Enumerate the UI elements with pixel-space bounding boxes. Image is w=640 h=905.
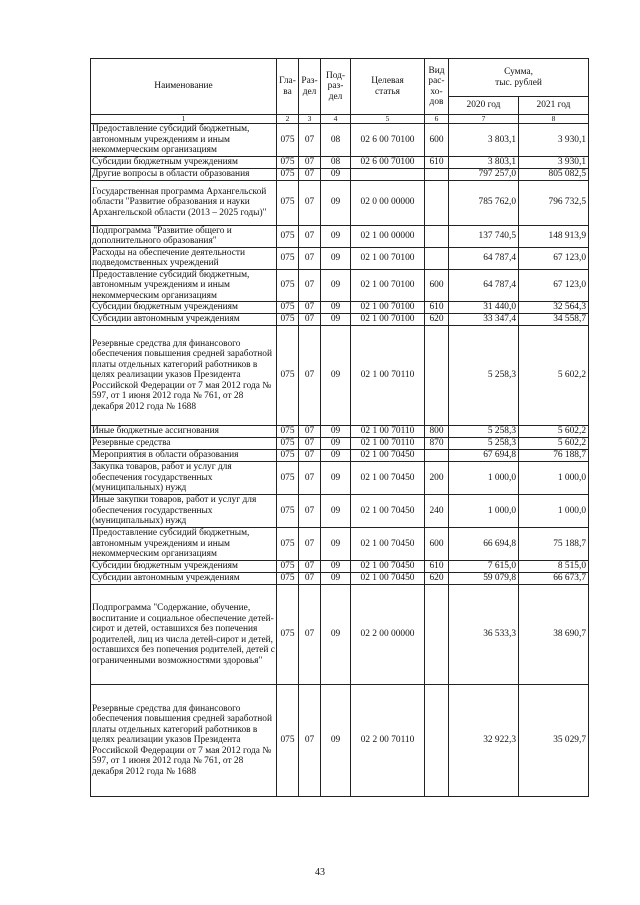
row-name: Резервные средства	[91, 438, 277, 450]
row-glava: 075	[277, 495, 299, 528]
budget-table-page	[90, 58, 588, 797]
table-row	[91, 495, 589, 528]
row-razdel: 07	[299, 247, 321, 269]
row-expense-type: 800	[425, 426, 449, 438]
row-expense-type	[425, 225, 449, 247]
row-sum-2021: 5 602,2	[519, 326, 589, 426]
row-name: Расходы на обеспечение деятельности подведомственных учреждений	[91, 247, 277, 269]
row-glava: 075	[277, 302, 299, 314]
budget-table	[90, 58, 589, 797]
row-sum-2021: 34 558,7	[519, 314, 589, 326]
row-expense-type	[425, 585, 449, 685]
row-target-article: 02 2 00 70110	[351, 685, 425, 797]
row-podrazdel: 09	[321, 225, 351, 247]
row-name: Закупка товаров, работ и услуг для обеспечения государственных (муниципальных) нужд	[91, 462, 277, 495]
header-name: Наименование	[91, 59, 277, 115]
row-target-article: 02 1 00 70100	[351, 247, 425, 269]
row-sum-2020: 36 533,3	[449, 585, 519, 685]
row-podrazdel: 09	[321, 495, 351, 528]
row-razdel: 07	[299, 495, 321, 528]
row-razdel: 07	[299, 561, 321, 573]
row-expense-type: 600	[425, 269, 449, 302]
row-sum-2021: 67 123,0	[519, 247, 589, 269]
row-expense-type: 610	[425, 156, 449, 168]
row-name: Субсидии бюджетным учреждениям	[91, 156, 277, 168]
row-sum-2020: 66 694,8	[449, 528, 519, 561]
row-glava: 075	[277, 124, 299, 157]
row-sum-2020: 5 258,3	[449, 326, 519, 426]
row-target-article: 02 1 00 70100	[351, 314, 425, 326]
page-number: 43	[315, 867, 325, 878]
table-row	[91, 573, 589, 585]
header-podrazdel: Под- раз- дел	[321, 59, 351, 115]
row-sum-2020: 5 258,3	[449, 438, 519, 450]
row-podrazdel: 09	[321, 168, 351, 180]
row-glava: 075	[277, 269, 299, 302]
row-glava: 075	[277, 450, 299, 462]
column-number: 1	[91, 115, 277, 124]
row-name: Субсидии бюджетным учреждениям	[91, 302, 277, 314]
row-expense-type	[425, 168, 449, 180]
table-row	[91, 685, 589, 797]
row-razdel: 07	[299, 269, 321, 302]
row-name: Субсидии бюджетным учреждениям	[91, 561, 277, 573]
row-razdel: 07	[299, 156, 321, 168]
table-row	[91, 450, 589, 462]
row-glava: 075	[277, 685, 299, 797]
row-glava: 075	[277, 168, 299, 180]
row-sum-2020: 67 694,8	[449, 450, 519, 462]
table-row	[91, 314, 589, 326]
row-sum-2020: 64 787,4	[449, 269, 519, 302]
row-expense-type: 240	[425, 495, 449, 528]
row-sum-2020: 33 347,4	[449, 314, 519, 326]
row-name: Иные закупки товаров, работ и услуг для обеспечения государственных (муниципальных) нужд	[91, 495, 277, 528]
column-number: 4	[321, 115, 351, 124]
header-year-2021: 2021 год	[519, 97, 589, 115]
row-name: Предоставление субсидий бюджетным, автономным учреждениям и иным некоммерческим организациям	[91, 124, 277, 157]
table-row	[91, 462, 589, 495]
row-razdel: 07	[299, 168, 321, 180]
row-expense-type	[425, 180, 449, 225]
row-glava: 075	[277, 314, 299, 326]
row-target-article: 02 0 00 00000	[351, 180, 425, 225]
row-sum-2021: 3 930,1	[519, 156, 589, 168]
row-sum-2020: 32 922,3	[449, 685, 519, 797]
row-podrazdel: 09	[321, 180, 351, 225]
row-podrazdel: 08	[321, 156, 351, 168]
row-sum-2020: 64 787,4	[449, 247, 519, 269]
row-target-article: 02 1 00 70110	[351, 426, 425, 438]
row-razdel: 07	[299, 462, 321, 495]
row-target-article: 02 6 00 70100	[351, 156, 425, 168]
row-sum-2020: 797 257,0	[449, 168, 519, 180]
header-sum: Сумма, тыс. рублей	[449, 59, 589, 97]
row-sum-2020: 7 615,0	[449, 561, 519, 573]
table-row	[91, 269, 589, 302]
row-target-article: 02 2 00 00000	[351, 585, 425, 685]
row-name: Субсидии автономным учреждениям	[91, 573, 277, 585]
row-razdel: 07	[299, 302, 321, 314]
row-sum-2020: 31 440,0	[449, 302, 519, 314]
row-sum-2021: 3 930,1	[519, 124, 589, 157]
row-target-article: 02 1 00 70450	[351, 462, 425, 495]
row-target-article: 02 1 00 70450	[351, 528, 425, 561]
row-podrazdel: 09	[321, 426, 351, 438]
row-expense-type: 600	[425, 528, 449, 561]
row-name: Подпрограмма "Содержание, обучение, воспитание и социальное обеспечение детей-сирот и детей, оставшихся без попечения родителей, лиц из числа детей-сирот и детей, оставшихся без попечения родителей, детей с ограниченными возможностями здоровья"	[91, 585, 277, 685]
row-sum-2021: 66 673,7	[519, 573, 589, 585]
row-razdel: 07	[299, 180, 321, 225]
column-numbers-row	[91, 115, 589, 124]
row-podrazdel: 09	[321, 314, 351, 326]
row-name: Предоставление субсидий бюджетным, автономным учреждениям и иным некоммерческим организациям	[91, 269, 277, 302]
row-glava: 075	[277, 180, 299, 225]
column-number: 2	[277, 115, 299, 124]
table-row	[91, 326, 589, 426]
header-target-article: Целевая статья	[351, 59, 425, 115]
row-target-article: 02 1 00 00000	[351, 225, 425, 247]
row-razdel: 07	[299, 585, 321, 685]
row-glava: 075	[277, 326, 299, 426]
row-glava: 075	[277, 528, 299, 561]
row-glava: 075	[277, 573, 299, 585]
row-sum-2021: 8 515,0	[519, 561, 589, 573]
row-expense-type	[425, 247, 449, 269]
column-number: 3	[299, 115, 321, 124]
table-row	[91, 585, 589, 685]
row-podrazdel: 09	[321, 561, 351, 573]
table-row	[91, 180, 589, 225]
row-name: Резервные средства для финансового обеспечения повышения средней заработной платы отдельных категорий работников в целях реализации указов Президента Российской Федерации от 7 мая 2012 года № 597, от 1 июня 2012 года № 761, от 28 декабря 2012 года № 1688	[91, 685, 277, 797]
row-razdel: 07	[299, 326, 321, 426]
row-glava: 075	[277, 462, 299, 495]
row-podrazdel: 09	[321, 302, 351, 314]
row-expense-type: 200	[425, 462, 449, 495]
row-target-article: 02 1 00 70100	[351, 269, 425, 302]
row-expense-type: 610	[425, 302, 449, 314]
row-sum-2021: 76 188,7	[519, 450, 589, 462]
row-sum-2021: 35 029,7	[519, 685, 589, 797]
row-razdel: 07	[299, 685, 321, 797]
column-number: 8	[519, 115, 589, 124]
row-podrazdel: 09	[321, 462, 351, 495]
row-glava: 075	[277, 585, 299, 685]
table-row	[91, 528, 589, 561]
table-row	[91, 426, 589, 438]
row-name: Резервные средства для финансового обеспечения повышения средней заработной платы отдельных категорий работников в целях реализации указов Президента Российской Федерации от 7 мая 2012 года № 597, от 1 июня 2012 года № 761, от 28 декабря 2012 года № 1688	[91, 326, 277, 426]
row-target-article: 02 1 00 70110	[351, 326, 425, 426]
row-sum-2020: 3 803,1	[449, 124, 519, 157]
row-podrazdel: 09	[321, 326, 351, 426]
column-number: 7	[449, 115, 519, 124]
row-sum-2021: 148 913,9	[519, 225, 589, 247]
row-sum-2021: 67 123,0	[519, 269, 589, 302]
row-sum-2021: 1 000,0	[519, 495, 589, 528]
row-sum-2021: 805 082,5	[519, 168, 589, 180]
row-name: Иные бюджетные ассигнования	[91, 426, 277, 438]
row-glava: 075	[277, 438, 299, 450]
row-razdel: 07	[299, 528, 321, 561]
row-glava: 075	[277, 426, 299, 438]
header-razdel: Раз- дел	[299, 59, 321, 115]
row-sum-2020: 137 740,5	[449, 225, 519, 247]
row-expense-type: 600	[425, 124, 449, 157]
row-podrazdel: 09	[321, 585, 351, 685]
row-razdel: 07	[299, 314, 321, 326]
row-sum-2021: 32 564,3	[519, 302, 589, 314]
row-glava: 075	[277, 225, 299, 247]
row-expense-type	[425, 450, 449, 462]
row-razdel: 07	[299, 573, 321, 585]
table-row	[91, 225, 589, 247]
header-year-2020: 2020 год	[449, 97, 519, 115]
row-podrazdel: 09	[321, 269, 351, 302]
row-name: Подпрограмма "Развитие общего и дополнительного образования"	[91, 225, 277, 247]
table-row	[91, 302, 589, 314]
header-glava: Гла- ва	[277, 59, 299, 115]
row-expense-type	[425, 685, 449, 797]
row-razdel: 07	[299, 450, 321, 462]
table-row	[91, 156, 589, 168]
row-podrazdel: 09	[321, 438, 351, 450]
row-sum-2020: 785 762,0	[449, 180, 519, 225]
row-name: Субсидии автономным учреждениям	[91, 314, 277, 326]
row-sum-2020: 3 803,1	[449, 156, 519, 168]
row-glava: 075	[277, 156, 299, 168]
row-sum-2021: 5 602,2	[519, 426, 589, 438]
table-row	[91, 124, 589, 157]
table-row	[91, 561, 589, 573]
table-row	[91, 247, 589, 269]
row-target-article: 02 1 00 70110	[351, 438, 425, 450]
row-razdel: 07	[299, 426, 321, 438]
row-sum-2021: 75 188,7	[519, 528, 589, 561]
table-row	[91, 438, 589, 450]
row-expense-type: 620	[425, 314, 449, 326]
row-target-article: 02 6 00 70100	[351, 124, 425, 157]
row-expense-type: 870	[425, 438, 449, 450]
header-expense-type: Вид рас- хо- дов	[425, 59, 449, 115]
row-podrazdel: 09	[321, 450, 351, 462]
row-podrazdel: 09	[321, 685, 351, 797]
row-razdel: 07	[299, 225, 321, 247]
column-number: 6	[425, 115, 449, 124]
row-target-article: 02 1 00 70450	[351, 573, 425, 585]
row-name: Мероприятия в области образования	[91, 450, 277, 462]
row-sum-2021: 38 690,7	[519, 585, 589, 685]
row-glava: 075	[277, 247, 299, 269]
row-sum-2020: 1 000,0	[449, 462, 519, 495]
column-number: 5	[351, 115, 425, 124]
row-expense-type: 610	[425, 561, 449, 573]
row-podrazdel: 09	[321, 247, 351, 269]
row-glava: 075	[277, 561, 299, 573]
row-sum-2020: 1 000,0	[449, 495, 519, 528]
row-name: Другие вопросы в области образования	[91, 168, 277, 180]
row-podrazdel: 08	[321, 124, 351, 157]
row-target-article: 02 1 00 70450	[351, 561, 425, 573]
row-sum-2020: 5 258,3	[449, 426, 519, 438]
row-target-article: 02 1 00 70450	[351, 450, 425, 462]
row-podrazdel: 09	[321, 528, 351, 561]
row-name: Государственная программа Архангельской области "Развитие образования и науки Архангельской области (2013 – 2025 годы)"	[91, 180, 277, 225]
table-row	[91, 168, 589, 180]
row-expense-type	[425, 326, 449, 426]
row-sum-2021: 796 732,5	[519, 180, 589, 225]
row-sum-2020: 59 079,8	[449, 573, 519, 585]
row-target-article: 02 1 00 70100	[351, 302, 425, 314]
row-name: Предоставление субсидий бюджетным, автономным учреждениям и иным некоммерческим организациям	[91, 528, 277, 561]
row-target-article	[351, 168, 425, 180]
row-target-article: 02 1 00 70450	[351, 495, 425, 528]
row-razdel: 07	[299, 124, 321, 157]
row-sum-2021: 5 602,2	[519, 438, 589, 450]
row-razdel: 07	[299, 438, 321, 450]
row-expense-type: 620	[425, 573, 449, 585]
row-podrazdel: 09	[321, 573, 351, 585]
row-sum-2021: 1 000,0	[519, 462, 589, 495]
